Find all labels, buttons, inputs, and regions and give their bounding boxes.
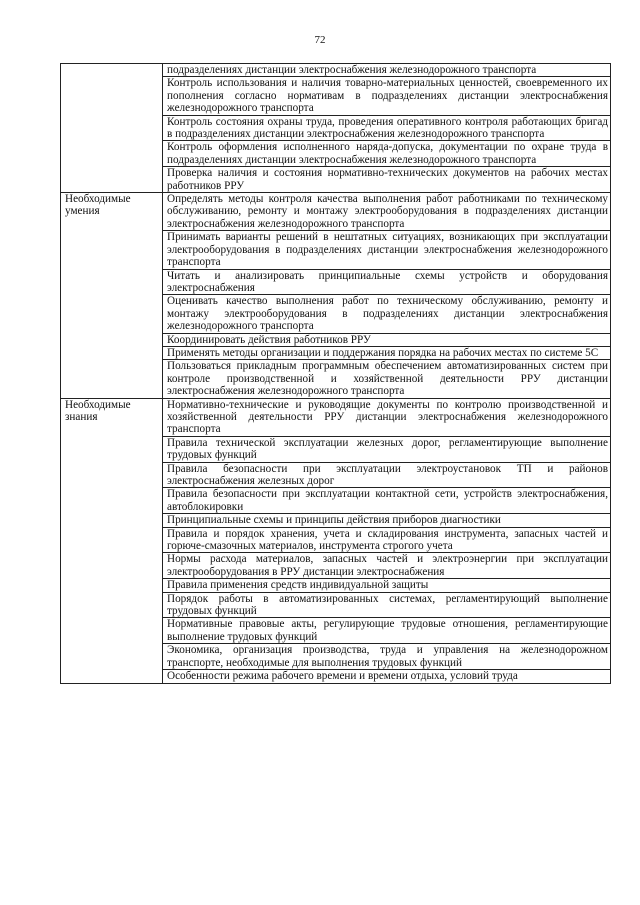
- requirement-item: Нормы расхода материалов, запасных частей и электроэнергии при эксплуатации электрооборудования в РРУ дистанции электроснабжения: [163, 553, 611, 579]
- table-row: [61, 398, 611, 436]
- table-row: [61, 64, 611, 77]
- requirement-item: Принимать варианты решений в нештатных ситуациях, возникающих при эксплуатации электрооборудования в подразделениях дистанции электроснабжения железнодорожного транспорта: [163, 231, 611, 269]
- requirement-item: Оценивать качество выполнения работ по техническому обслуживанию, ремонту и монтажу электрооборудования в подразделениях дистанции электроснабжения железнодорожного транспорта: [163, 295, 611, 333]
- requirement-item: Контроль использования и наличия товарно-материальных ценностей, своевременного их пополнения согласно нормативам в подразделениях дистанции электроснабжения железнодорожного транспорта: [163, 77, 611, 115]
- requirement-item: Нормативные правовые акты, регулирующие трудовые отношения, регламентирующие выполнение трудовых функций: [163, 618, 611, 644]
- page-number: 72: [314, 34, 326, 46]
- table-row: [61, 193, 611, 231]
- requirement-item: Принципиальные схемы и принципы действия приборов диагностики: [163, 514, 611, 527]
- section-label: Необходимые умения: [61, 193, 163, 399]
- requirement-item: Проверка наличия и состояния нормативно-технических документов на рабочих местах работников РРУ: [163, 167, 611, 193]
- requirement-item: Пользоваться прикладным программным обеспечением автоматизированных систем при контроле производственной и хозяйственной деятельности РРУ дистанции электроснабжения железнодорожного транспорта: [163, 360, 611, 398]
- requirement-item: Читать и анализировать принципиальные схемы устройств и оборудования электроснабжения: [163, 269, 611, 295]
- requirement-item: Нормативно-технические и руководящие документы по контролю производственной и хозяйственной деятельности РРУ дистанции электроснабжения железнодорожного транспорта: [163, 398, 611, 436]
- section-label: Необходимые знания: [61, 398, 163, 683]
- requirement-item: Контроль состояния охраны труда, проведения оперативного контроля работающих бригад в подразделениях дистанции электроснабжения железнодорожного транспорта: [163, 115, 611, 141]
- requirement-item: Правила применения средств индивидуальной защиты: [163, 579, 611, 592]
- requirement-item: Экономика, организация производства, труда и управления на железнодорожном транспорте, необходимые для выполнения трудовых функций: [163, 644, 611, 670]
- requirement-item: Порядок работы в автоматизированных системах, регламентирующий выполнение трудовых функций: [163, 592, 611, 618]
- section-label: [61, 64, 163, 193]
- requirement-item: Применять методы организации и поддержания порядка на рабочих местах по системе 5С: [163, 346, 611, 359]
- requirement-item: Правила и порядок хранения, учета и складирования инструмента, запасных частей и горюче-смазочных материалов, инструмента строгого учета: [163, 527, 611, 553]
- requirements-table: [60, 63, 611, 684]
- requirement-item: Особенности режима рабочего времени и времени отдыха, условий труда: [163, 670, 611, 683]
- requirement-item: Правила технической эксплуатации железных дорог, регламентирующие выполнение трудовых функций: [163, 436, 611, 462]
- requirement-item: Координировать действия работников РРУ: [163, 333, 611, 346]
- requirement-item: Правила безопасности при эксплуатации контактной сети, устройств электроснабжения, автоблокировки: [163, 488, 611, 514]
- requirement-item: Определять методы контроля качества выполнения работ работниками по техническому обслуживанию, ремонту и монтажу электрооборудования в подразделениях дистанции электроснабжения железнодорожного транспорта: [163, 193, 611, 231]
- requirement-item: Правила безопасности при эксплуатации электроустановок ТП и районов электроснабжения железных дорог: [163, 462, 611, 488]
- requirement-item: подразделениях дистанции электроснабжения железнодорожного транспорта: [163, 64, 611, 77]
- requirement-item: Контроль оформления исполненного наряда-допуска, документации по охране труда в подразделениях дистанции электроснабжения железнодорожного транспорта: [163, 141, 611, 167]
